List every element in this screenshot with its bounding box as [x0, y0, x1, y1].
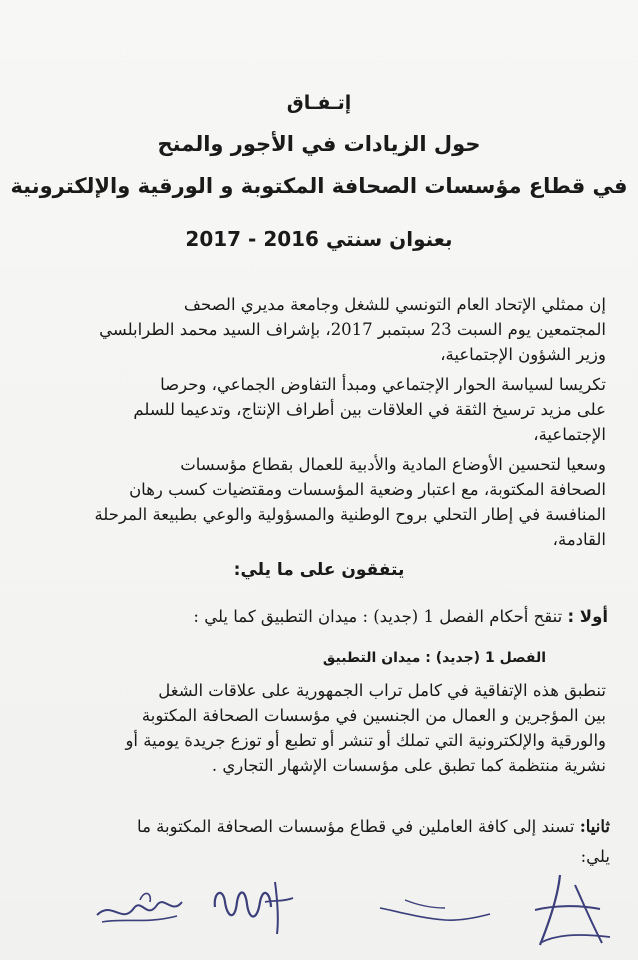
- article-2-label: ثانيا:: [579, 817, 610, 836]
- article-2-text: تسند إلى كافة العاملين في قطاع مؤسسات الصحافة المكتوبة ما: [137, 817, 575, 836]
- signature-4: [520, 865, 615, 955]
- text-line: القادمة،: [552, 530, 606, 549]
- preamble-paragraph-2: [22, 372, 606, 447]
- agreement-subtitle-sector: في قطاع مؤسسات الصحافة المكتوبة و الورقية والإلكترونية: [10, 174, 628, 198]
- text-line: والورقية والإلكترونية التي تملك أو تنشر أو تطبع أو توزع جريدة يومية أو: [125, 731, 606, 750]
- preamble-paragraph-3: [22, 452, 606, 552]
- text-line: الإجتماعية،: [533, 425, 606, 444]
- signature-2: [205, 872, 300, 942]
- article-1-sub-heading: الفصل 1 (جديد) : ميدان التطبيق: [322, 650, 546, 666]
- text-line: الصحافة المكتوبة، مع اعتبار وضعية المؤسسات ومقتضيات كسب رهان: [129, 480, 606, 499]
- text-line: المنافسة في إطار التحلي بروح الوطنية والمسؤولية والوعي بطبيعة المرحلة: [94, 505, 606, 524]
- agreement-title: إتـفـاق: [286, 92, 352, 114]
- article-2-continuation: يلي:: [580, 847, 610, 866]
- text-line: نشرية منتظمة كما تطبق على مؤسسات الإشهار التجاري .: [211, 756, 606, 775]
- text-line: المجتمعين يوم السبت 23 سبتمبر 2017، بإشراف السيد محمد الطرابلسي: [99, 320, 606, 339]
- text-line: على مزيد ترسيخ الثقة في العلاقات بين أطراف الإنتاج، وتدعيما للسلم: [133, 400, 606, 419]
- preamble-paragraph-1: [22, 292, 606, 367]
- text-line: وسعيا لتحسين الأوضاع المادية والأدبية للعمال بقطاع مؤسسات: [180, 455, 606, 474]
- agree-heading: يتفقون على ما يلي:: [233, 560, 405, 580]
- text-line: بين المؤجرين و العمال من الجنسين في مؤسسات الصحافة المكتوبة: [141, 706, 606, 725]
- article-1-label: أولا :: [567, 607, 608, 626]
- agreement-subtitle-years: بعنوان سنتي 2016 - 2017: [185, 227, 453, 251]
- text-line: إن ممثلي الإتحاد العام التونسي للشغل وجامعة مديري الصحف: [183, 295, 606, 314]
- signature-1: [92, 880, 187, 935]
- signature-3: [375, 878, 495, 938]
- article-1-heading: [193, 607, 608, 626]
- article-1-body: [22, 678, 606, 778]
- article-2-heading: [137, 817, 610, 836]
- text-line: تكريسا لسياسة الحوار الإجتماعي ومبدأ التفاوض الجماعي، وحرصا: [160, 375, 606, 394]
- text-line: تنطبق هذه الإتفاقية في كامل تراب الجمهورية على علاقات الشغل: [158, 681, 606, 700]
- agreement-subtitle-wages: حول الزيادات في الأجور والمنح: [157, 132, 481, 156]
- text-line: وزير الشؤون الإجتماعية،: [440, 345, 606, 364]
- article-1-text: تنقح أحكام الفصل 1 (جديد) : ميدان التطبيق كما يلي :: [193, 607, 563, 626]
